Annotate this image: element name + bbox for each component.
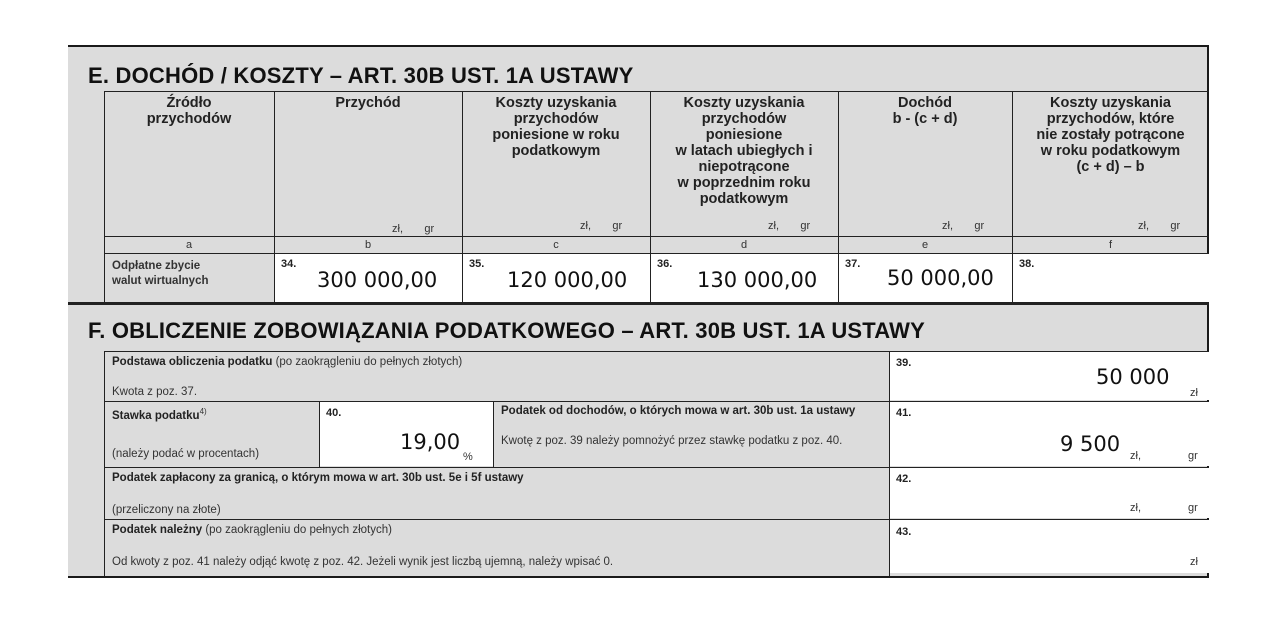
field-38-number: 38. xyxy=(1019,258,1035,270)
tax-form xyxy=(68,45,1209,578)
field-35[interactable] xyxy=(463,254,650,302)
row-label-crypto: Odpłatne zbycie walut wirtualnych xyxy=(112,260,209,287)
field-40[interactable] xyxy=(320,402,493,466)
field-42-number: 42. xyxy=(896,473,912,485)
field-42-unit-zl: zł, xyxy=(1130,502,1141,514)
section-e-table xyxy=(104,91,1209,302)
field-41[interactable] xyxy=(890,402,1209,466)
field-34[interactable] xyxy=(275,254,462,302)
unit-c: zł, gr xyxy=(580,220,623,232)
row43-note: Od kwoty z poz. 41 należy odjąć kwotę z poz. 42. Jeżeli wynik jest liczbą ujemną, należy wpisać 0. xyxy=(112,556,614,568)
field-37[interactable] xyxy=(839,254,1012,302)
col-letter-e: e xyxy=(921,239,929,251)
field-43-number: 43. xyxy=(896,526,912,538)
field-38[interactable] xyxy=(1013,254,1209,302)
field-39-number: 39. xyxy=(896,357,912,369)
row40-note: (należy podać w procentach) xyxy=(112,448,260,460)
field-40-value: 19,00 xyxy=(400,430,461,454)
field-36-number: 36. xyxy=(657,258,673,270)
unit-e: zł, gr xyxy=(942,220,985,232)
col-letter-b: b xyxy=(364,239,372,251)
field-35-number: 35. xyxy=(469,258,485,270)
col-header-costs-previous: Koszty uzyskania przychodów poniesione w latach ubiegłych i niepotrącone w poprzednim roku podatkowym xyxy=(675,95,813,207)
field-43[interactable] xyxy=(890,520,1209,573)
row42-label: Podatek zapłacony za granicą, o którym mowa w art. 30b ust. 5e i 5f ustawy xyxy=(112,472,524,484)
col-header-costs-current: Koszty uzyskania przychodów poniesione w roku podatkowym xyxy=(492,95,620,159)
field-40-unit: % xyxy=(463,451,473,463)
field-39-unit: zł xyxy=(1190,387,1198,399)
unit-b: zł, gr xyxy=(392,223,435,235)
section-separator xyxy=(68,302,1209,305)
field-39-value: 50 000 xyxy=(1096,365,1170,389)
field-42-unit-gr: gr xyxy=(1188,502,1198,514)
col-letter-a: a xyxy=(185,239,193,251)
field-34-number: 34. xyxy=(281,258,297,270)
row41-label: Podatek od dochodów, o których mowa w art. 30b ust. 1a ustawy xyxy=(501,405,856,417)
col-letter-f: f xyxy=(1108,239,1113,251)
section-f-table xyxy=(104,351,1209,576)
field-43-unit: zł xyxy=(1190,556,1198,568)
row39-note: Kwota z poz. 37. xyxy=(112,386,198,398)
row41-note: Kwotę z poz. 39 należy pomnożyć przez stawkę podatku z poz. 40. xyxy=(501,435,843,447)
field-41-value: 9 500 xyxy=(1060,432,1121,456)
field-35-value: 120 000,00 xyxy=(507,268,628,292)
field-37-value: 50 000,00 xyxy=(887,266,994,290)
row39-label: Podstawa obliczenia podatku (po zaokrągleniu do pełnych złotych) xyxy=(112,356,463,368)
field-41-unit-gr: gr xyxy=(1188,450,1198,462)
field-42[interactable] xyxy=(890,468,1209,518)
field-40-number: 40. xyxy=(326,407,342,419)
col-header-uncovered-costs: Koszty uzyskania przychodów, które nie zostały potrącone w roku podatkowym (c + d) – b xyxy=(1036,95,1185,175)
col-letter-d: d xyxy=(740,239,748,251)
col-header-source: Źródło przychodów xyxy=(146,95,232,127)
field-39[interactable] xyxy=(890,352,1209,400)
field-41-unit-zl: zł, xyxy=(1130,450,1141,462)
row40-label: Stawka podatku$^{4)}$ xyxy=(112,407,207,422)
field-36-value: 130 000,00 xyxy=(697,268,818,292)
row43-label: Podatek należny (po zaokrągleniu do pełnych złotych) xyxy=(112,524,392,536)
section-e-title: E. DOCHÓD / KOSZTY – ART. 30B UST. 1A USTAWY xyxy=(88,63,634,88)
field-37-number: 37. xyxy=(845,258,861,270)
field-36[interactable] xyxy=(651,254,838,302)
unit-d: zł, gr xyxy=(768,220,811,232)
section-f-title: F. OBLICZENIE ZOBOWIĄZANIA PODATKOWEGO – ART. 30B UST. 1A USTAWY xyxy=(88,318,926,343)
unit-f: zł, gr xyxy=(1138,220,1181,232)
row42-note: (przeliczony na złote) xyxy=(112,504,221,516)
field-41-number: 41. xyxy=(896,407,912,419)
col-header-income: Dochód b - (c + d) xyxy=(892,95,958,127)
col-letter-c: c xyxy=(553,239,559,251)
field-34-value: 300 000,00 xyxy=(317,268,438,292)
col-header-revenue: Przychód xyxy=(335,95,401,111)
